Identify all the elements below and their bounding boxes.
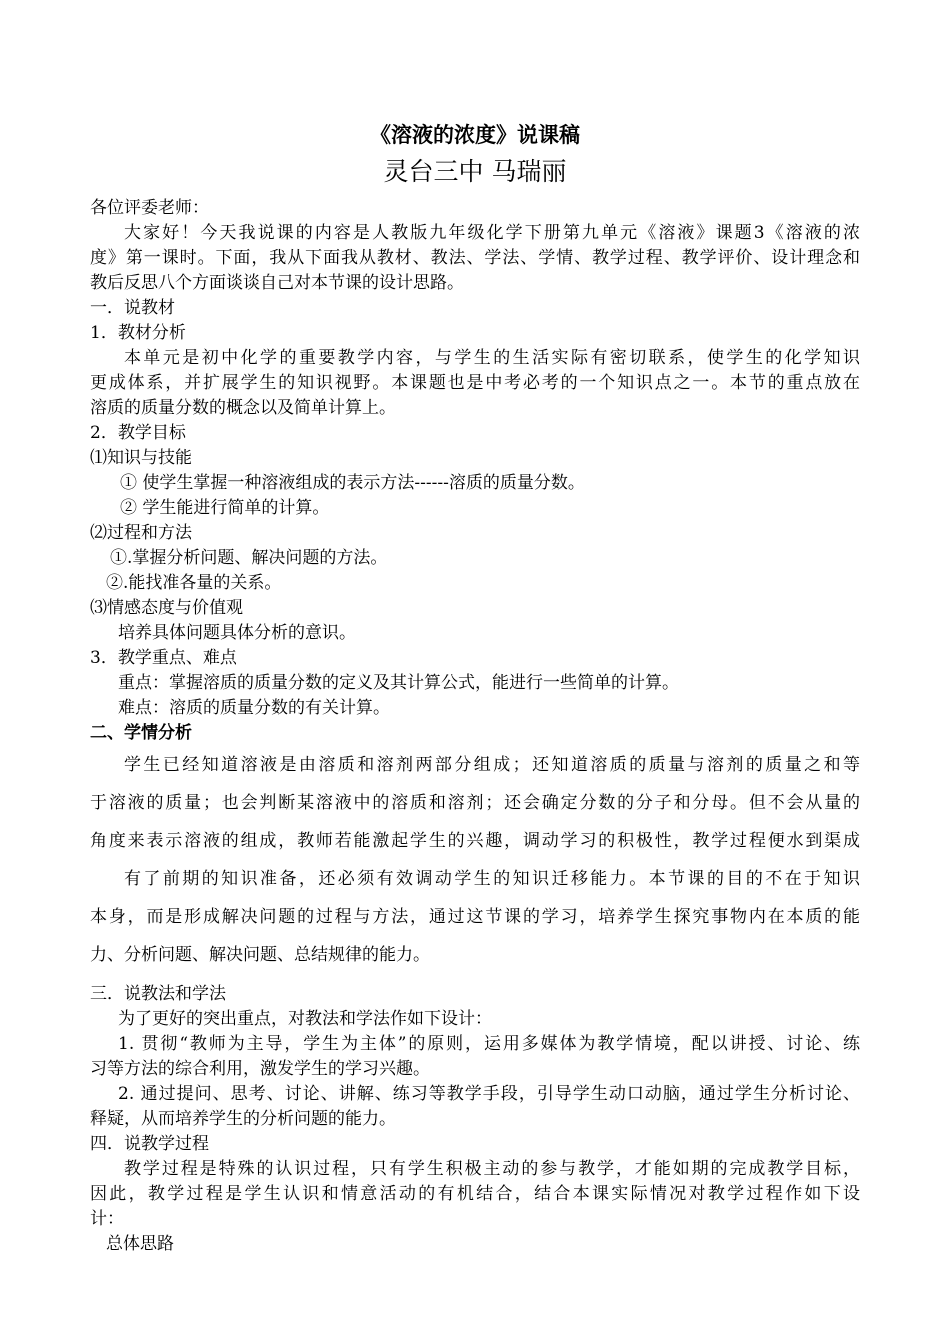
analysis-line: 本身，而是形成解决问题的过程与方法，通过这节课的学习，培养学生探究事物内在本质的能 (90, 907, 860, 927)
goal-heading: ⑶情感态度与价值观 (90, 598, 243, 618)
paragraph-line: 溶质的质量分数的概念以及简单计算上。 (90, 398, 396, 418)
method-item-line: 习等方法的综合利用，激发学生的学习兴趣。 (90, 1059, 430, 1079)
goal-item: ① 使学生掌握一种溶液组成的表示方法------溶质的质量分数。 (120, 473, 585, 493)
analysis-line: 角度来表示溶液的组成，教师若能激起学生的兴趣，调动学习的积极性，教学过程便水到渠成 (90, 831, 860, 851)
intro-paragraph-line: 教后反思八个方面谈谈自己对本节课的设计思路。 (90, 273, 464, 293)
document-body (90, 196, 860, 1257)
subsection-heading: 2．教学目标 (90, 423, 186, 443)
intro-paragraph-line: 度》第一课时。下面，我从下面我从教材、教法、学法、学情、教学过程、教学评价、设计理念和 (90, 248, 860, 268)
overall-approach-label: 总体思路 (106, 1234, 174, 1254)
paragraph-line: 教学过程是特殊的认识过程，只有学生积极主动的参与教学，才能如期的完成教学目标， (124, 1159, 860, 1179)
analysis-line: 有了前期的知识准备，还必须有效调动学生的知识迁移能力。本节课的目的不在于知识 (124, 869, 860, 889)
goal-item: ①.掌握分析问题、解决问题的方法。 (110, 548, 388, 568)
goal-heading: ⑴知识与技能 (90, 448, 192, 468)
goal-item: 培养具体问题具体分析的意识。 (118, 623, 356, 643)
method-item-line: 释疑，从而培养学生的分析问题的能力。 (90, 1109, 396, 1129)
subsection-heading: 3．教学重点、难点 (90, 648, 237, 668)
analysis-line: 于溶液的质量；也会判断某溶液中的溶质和溶剂；还会确定分数的分子和分母。但不会从量的 (90, 793, 860, 813)
difficulty-line: 难点：溶质的质量分数的有关计算。 (118, 698, 390, 718)
section-heading: 二、学情分析 (90, 723, 192, 743)
section-heading: 一．说教材 (90, 298, 175, 318)
intro-paragraph-line: 大家好！今天我说课的内容是人教版九年级化学下册第九单元《溶液》课题3《溶液的浓 (124, 223, 860, 243)
analysis-line: 力、分析问题、解决问题、总结规律的能力。 (90, 945, 430, 965)
goal-heading: ⑵过程和方法 (90, 523, 192, 543)
paragraph-line: 因此，教学过程是学生认识和情意活动的有机结合，结合本课实际情况对教学过程作如下设 (90, 1184, 860, 1204)
paragraph-line: 本单元是初中化学的重要教学内容，与学生的生活实际有密切联系，使学生的化学知识 (124, 348, 860, 368)
paragraph-line: 更成体系，并扩展学生的知识视野。本课题也是中考必考的一个知识点之一。本节的重点放在 (90, 373, 860, 393)
method-item-line: 2. 通过提问、思考、讨论、讲解、练习等教学手段，引导学生动口动脑，通过学生分析讨论、 (118, 1084, 860, 1104)
paragraph-line: 计： (90, 1209, 124, 1229)
method-item-line: 1. 贯彻“教师为主导，学生为主体”的原则，运用多媒体为教学情境，配以讲授、讨论、练 (118, 1034, 860, 1054)
goal-item: ② 学生能进行简单的计算。 (120, 498, 330, 518)
document-title: 《溶液的浓度》说课稿 (370, 123, 580, 147)
goal-item: ②.能找准各量的关系。 (106, 573, 282, 593)
subsection-heading: 1．教材分析 (90, 323, 186, 343)
key-point-line: 重点：掌握溶质的质量分数的定义及其计算公式，能进行一些简单的计算。 (118, 673, 679, 693)
section-heading: 四．说教学过程 (90, 1134, 209, 1154)
analysis-line: 学生已经知道溶液是由溶质和溶剂两部分组成；还知道溶质的质量与溶剂的质量之和等 (124, 755, 860, 775)
greeting-line: 各位评委老师： (90, 198, 209, 218)
paragraph-line: 为了更好的突出重点，对教法和学法作如下设计： (118, 1009, 492, 1029)
document-author: 灵台三中 马瑞丽 (383, 157, 567, 186)
section-heading: 三．说教法和学法 (90, 984, 226, 1004)
